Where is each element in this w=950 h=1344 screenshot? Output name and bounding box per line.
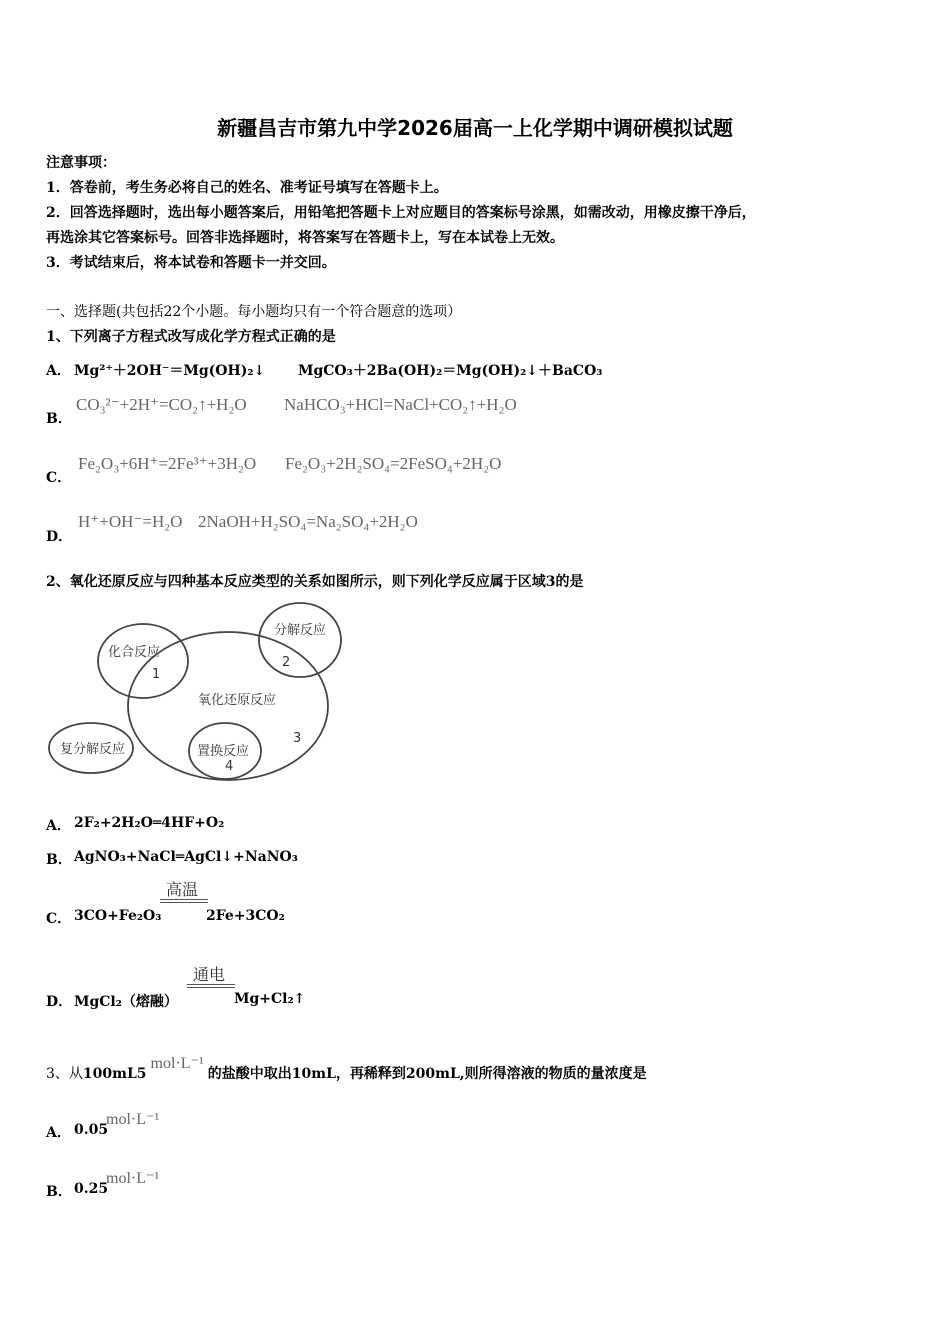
q3-option-b-unit: mol·L⁻¹: [106, 1170, 160, 1187]
q3-option-a-value: 0.05: [74, 1122, 109, 1138]
note-item: 再选涂其它答案标号。回答非选择题时，将答案写在答题卡上，写在本试卷上无效。: [46, 230, 564, 246]
section-heading: 一、选择题(共包括22个小题。每小题均只有一个符合题意的选项）: [46, 304, 462, 320]
q2-option-d-reactants: MgCl₂（熔融）: [74, 994, 178, 1010]
q3-option-b-value: 0.25: [74, 1181, 109, 1197]
redox-venn-diagram: [40, 598, 350, 790]
region-3-label: 3: [293, 731, 302, 746]
equilibrium-bar: [160, 899, 208, 903]
note-item: 2．回答选择题时，选出每小题答案后，用铅笔把答题卡上对应题目的答案标号涂黑，如需改动，用橡皮擦干净后，: [46, 205, 756, 221]
double-decomposition-label: 复分解反应: [60, 742, 126, 757]
page-title: 新疆昌吉市第九中学2026届高一上化学期中调研模拟试题: [217, 116, 733, 140]
q1-option-c-label[interactable]: C．: [46, 470, 72, 486]
q2-option-b-label[interactable]: B．: [46, 852, 72, 868]
q1-option-d-equation: 2NaOH+H₂SO₄=Na₂SO₄+2H₂O: [198, 512, 418, 531]
q3-option-a-unit: mol·L⁻¹: [106, 1111, 160, 1128]
q1-option-b-equation: NaHCO₃+HCl=NaCl+CO₂↑+H₂O: [284, 395, 517, 414]
q2-option-d-label[interactable]: D．: [46, 994, 73, 1010]
q1-option-d-label[interactable]: D．: [46, 529, 73, 545]
q2-option-c-condition: 高温: [166, 880, 199, 899]
q2-option-d-condition: 通电: [193, 965, 226, 984]
q2-option-c-products: 2Fe+3CO₂: [206, 908, 285, 924]
q3-stem-suffix: 的盐酸中取出10mL，再稀释到200mL,则所得溶液的物质的量浓度是: [207, 1066, 647, 1082]
notes-heading: 注意事项：: [46, 155, 116, 171]
q2-option-a-label[interactable]: A．: [46, 818, 71, 834]
q3-option-b-label[interactable]: B．: [46, 1184, 72, 1200]
q1-option-a-equation: MgCO₃＋2Ba(OH)₂＝Mg(OH)₂↓＋BaCO₃: [298, 363, 603, 379]
question-2-stem: 2、氧化还原反应与四种基本反应类型的关系如图所示，则下列化学反应属于区域3的是: [46, 574, 584, 590]
note-item: 3．考试结束后，将本试卷和答题卡一并交回。: [46, 255, 336, 271]
question-1-stem: 1、下列离子方程式改写成化学方程式正确的是: [46, 329, 336, 345]
q3-stem-prefix: 3、从: [46, 1066, 83, 1082]
q2-option-c-label[interactable]: C．: [46, 911, 72, 927]
equilibrium-bar: [187, 984, 235, 988]
displacement-label: 置换反应: [197, 744, 250, 759]
q1-option-d-ionic: H⁺+OH⁻=H₂O: [78, 512, 183, 531]
redox-label: 氧化还原反应: [198, 693, 277, 708]
q1-option-a-ionic: Mg²⁺＋2OH⁻＝Mg(OH)₂↓: [74, 363, 266, 379]
combination-label: 化合反应: [108, 645, 161, 660]
note-item: 1．答卷前，考生务必将自己的姓名、准考证号填写在答题卡上。: [46, 180, 448, 196]
q2-option-b-equation: AgNO₃+NaCl═AgCl↓+NaNO₃: [74, 849, 298, 865]
q2-option-a-equation: 2F₂+2H₂O═4HF+O₂: [74, 815, 225, 831]
q1-option-c-ionic: Fe₂O₃+6H⁺=2Fe³⁺+3H₂O: [78, 454, 257, 473]
q3-option-a-label[interactable]: A．: [46, 1125, 71, 1141]
q3-stem-unit: mol·L⁻¹: [150, 1055, 204, 1072]
decomposition-label: 分解反应: [274, 623, 327, 638]
q3-stem-amount: 100mL5: [82, 1066, 147, 1082]
region-4-label: 4: [225, 759, 234, 774]
q2-option-c-reactants: 3CO+Fe₂O₃: [74, 908, 162, 924]
region-2-label: 2: [282, 655, 291, 670]
region-1-label: 1: [152, 667, 161, 682]
q2-option-d-products: Mg+Cl₂↑: [234, 991, 306, 1007]
q1-option-a-label[interactable]: A．: [46, 363, 71, 379]
question-3-stem: [46, 1055, 647, 1083]
combination-circle: [98, 624, 188, 698]
q1-option-c-equation: Fe₂O₃+2H₂SO₄=2FeSO₄+2H₂O: [285, 454, 502, 473]
q1-option-b-ionic: CO₃²⁻+2H⁺=CO₂↑+H₂O: [76, 395, 247, 414]
q1-option-b-label[interactable]: B．: [46, 411, 72, 427]
